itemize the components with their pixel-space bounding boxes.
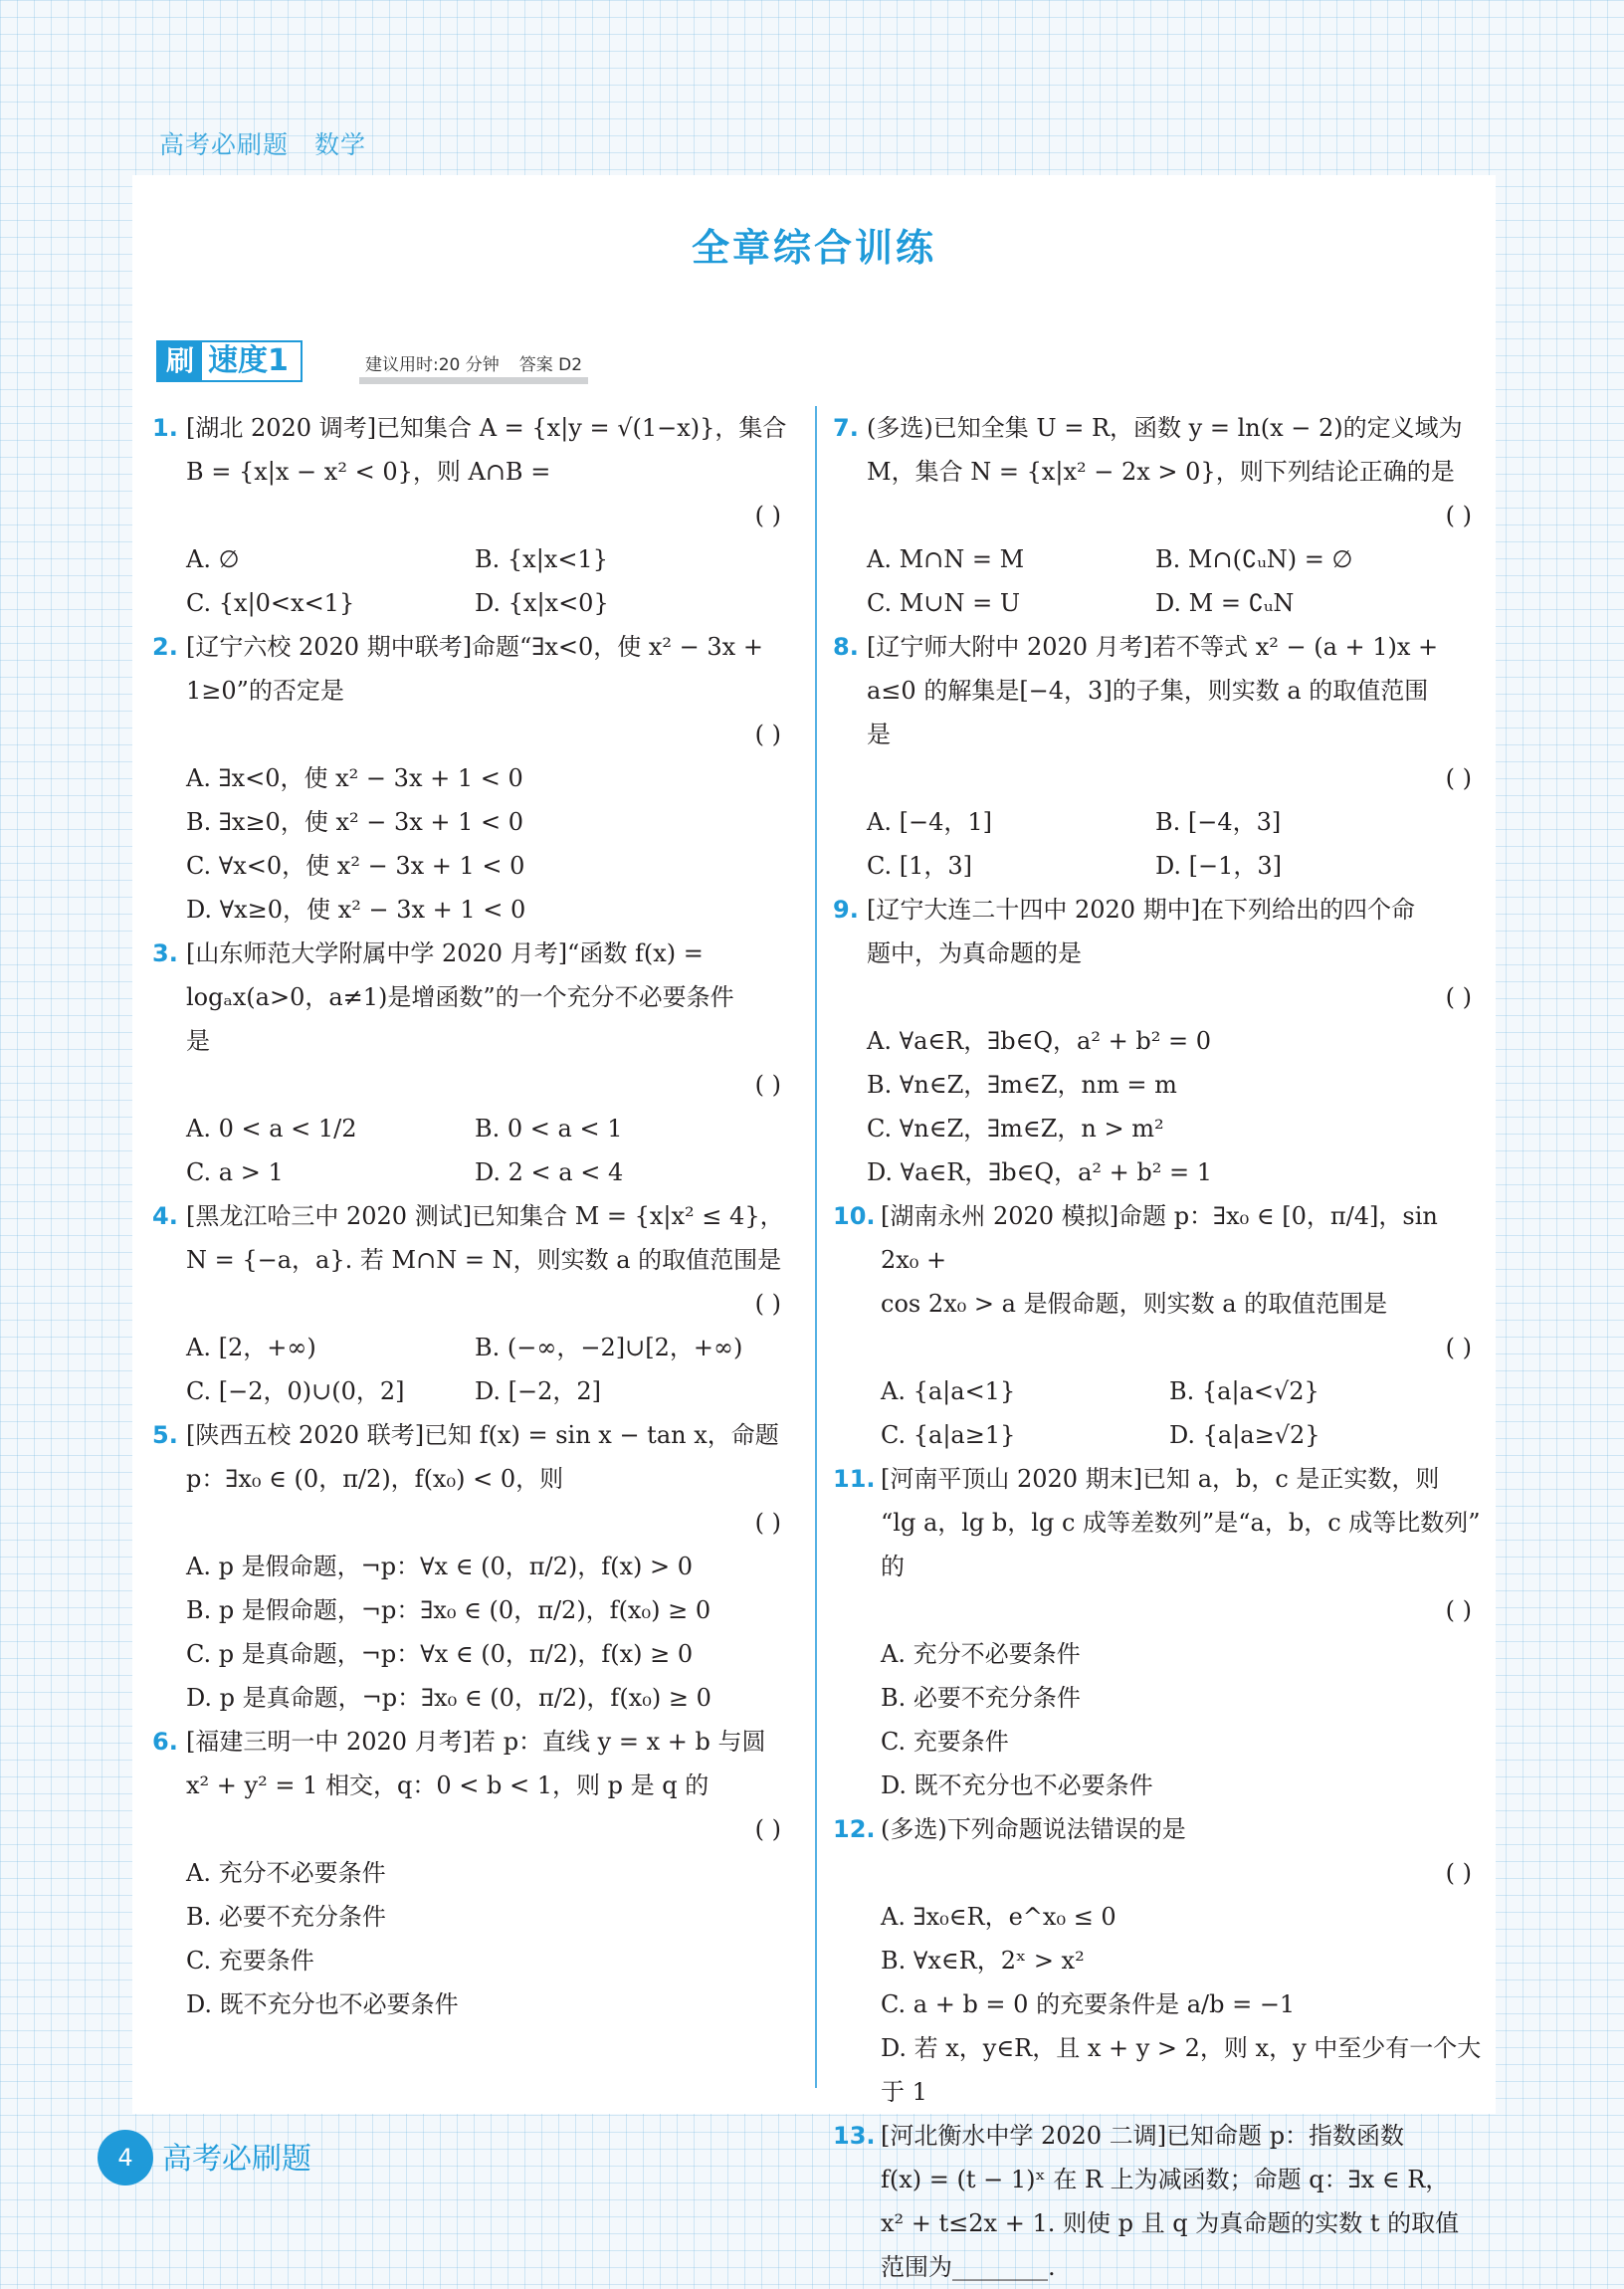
question-number: 2.	[152, 633, 178, 661]
question-text-line: (多选)下列命题说法错误的是	[881, 1815, 1186, 1843]
options	[152, 1326, 791, 1413]
answer-blank: ( )	[754, 1290, 781, 1318]
option-row	[186, 1326, 791, 1369]
option-row	[186, 1676, 791, 1720]
question-stem	[152, 1413, 791, 1501]
option: B. 0 < a < 1	[475, 1115, 623, 1143]
answer-blank: ( )	[1445, 764, 1472, 792]
option: B. 必要不充分条件	[186, 1903, 386, 1931]
option-row	[881, 1764, 1482, 1807]
question-stem	[833, 406, 1482, 494]
question-text-line: [山东师范大学附属中学 2020 月考]“函数 f(x) =	[186, 939, 704, 967]
option: A. ∃x₀∈R，e^x₀ ≤ 0	[881, 1903, 1116, 1931]
question-number: 7.	[833, 414, 859, 442]
question-2	[152, 625, 791, 932]
question-stem	[152, 932, 791, 1063]
option: D. [−1，3]	[1155, 852, 1283, 880]
options	[833, 537, 1482, 625]
option: C. M∪N = U	[867, 589, 1021, 617]
option: B. {x|x<1}	[475, 545, 608, 573]
option: D. ∀x≥0，使 x² − 3x + 1 < 0	[186, 896, 526, 924]
question-text-line: [河南平顶山 2020 期末]已知 a，b，c 是正实数，则	[881, 1465, 1440, 1493]
question-stem	[833, 1194, 1482, 1326]
option: B. ∃x≥0，使 x² − 3x + 1 < 0	[186, 808, 524, 836]
option: C. 充要条件	[186, 1947, 314, 1975]
answer-blank: ( )	[1445, 1859, 1472, 1887]
option: D. M = ∁ᵤN	[1155, 589, 1295, 617]
option: A. [−4，1]	[867, 808, 992, 836]
right-column	[833, 406, 1482, 2289]
option: D. {x|x<0}	[475, 589, 609, 617]
option-row	[881, 1369, 1482, 1413]
page-number: 4	[98, 2130, 153, 2185]
question-text-line: [河北衡水中学 2020 二调]已知命题 p：指数函数	[881, 2122, 1405, 2150]
question-4	[152, 1194, 791, 1413]
option: A. 0 < a < 1/2	[186, 1115, 357, 1143]
option-row	[186, 1150, 791, 1194]
option-row	[867, 1107, 1482, 1150]
question-text-line: 范围为________.	[881, 2253, 1056, 2281]
question-stem	[152, 1194, 791, 1282]
option-row	[186, 1632, 791, 1676]
option: C. 充要条件	[881, 1728, 1009, 1756]
question-11	[833, 1457, 1482, 1807]
question-number: 3.	[152, 939, 178, 967]
question-text-line: p：∃x₀ ∈ (0，π/2)，f(x₀) < 0，则	[186, 1465, 564, 1493]
section-badge	[156, 340, 303, 382]
option: D. 若 x，y∈R，且 x + y > 2，则 x，y 中至少有一个大	[881, 2034, 1482, 2062]
question-text-line: x² + y² = 1 相交，q：0 < b < 1，则 p 是 q 的	[186, 1771, 710, 1799]
option: C. [1，3]	[867, 852, 973, 880]
option: B. {a|a<√2}	[1169, 1377, 1320, 1405]
question-text-line: [辽宁师大附中 2020 月考]若不等式 x² − (a + 1)x +	[867, 633, 1439, 661]
answer-blank: ( )	[754, 502, 781, 529]
options	[152, 1107, 791, 1194]
question-text-line: [湖北 2020 调考]已知集合 A = {x|y = √(1−x)}，集合	[186, 414, 787, 442]
options	[152, 756, 791, 932]
answer-blank: ( )	[754, 1815, 781, 1843]
option: A. p 是假命题，¬p：∀x ∈ (0，π/2)，f(x) > 0	[186, 1553, 694, 1580]
answer-ref: 答案 D2	[518, 355, 583, 375]
question-text-line: “lg a，lg b，lg c 成等差数列”是“a，b，c 成等比数列”	[881, 1509, 1481, 1537]
option: D. 2 < a < 4	[475, 1158, 624, 1186]
option-row	[867, 1019, 1482, 1063]
option-row	[186, 1369, 791, 1413]
option: D. 既不充分也不必要条件	[186, 1990, 459, 2018]
question-number: 13.	[833, 2122, 876, 2150]
question-number: 9.	[833, 896, 859, 924]
question-stem	[152, 1720, 791, 1807]
option: C. [−2，0)∪(0，2]	[186, 1377, 405, 1405]
question-text-line: x² + t≤2x + 1. 则使 p 且 q 为真命题的实数 t 的取值	[881, 2209, 1460, 2237]
option-row	[186, 1895, 791, 1939]
answer-blank: ( )	[1445, 502, 1472, 529]
question-stem	[833, 888, 1482, 975]
option: A. ∅	[186, 545, 240, 573]
answer-blank: ( )	[1445, 1596, 1472, 1624]
option-row	[867, 1063, 1482, 1107]
option: B. p 是假命题，¬p：∃x₀ ∈ (0，π/2)，f(x₀) ≥ 0	[186, 1596, 711, 1624]
option: A. ∀a∈R，∃b∈Q，a² + b² = 0	[867, 1027, 1211, 1055]
question-5	[152, 1413, 791, 1720]
options	[833, 1895, 1482, 2114]
question-stem	[152, 406, 791, 494]
option: D. {a|a≥√2}	[1169, 1421, 1320, 1449]
option-row	[186, 1588, 791, 1632]
badge-char: 刷	[158, 342, 202, 380]
answer-blank: ( )	[1445, 983, 1472, 1011]
question-text-line: cos 2x₀ > a 是假命题，则实数 a 的取值范围是	[881, 1290, 1388, 1318]
option-row	[881, 1939, 1482, 1982]
running-header	[159, 125, 366, 161]
question-text-line: 是	[867, 721, 891, 748]
question-stem	[833, 1457, 1482, 1588]
question-text-line: [福建三明一中 2020 月考]若 p：直线 y = x + b 与圆	[186, 1728, 766, 1756]
question-text-line: 的	[881, 1553, 905, 1580]
question-text-line: M，集合 N = {x|x² − 2x > 0}，则下列结论正确的是	[867, 458, 1455, 486]
option-row	[867, 844, 1482, 888]
option: D. ∀a∈R，∃b∈Q，a² + b² = 1	[867, 1158, 1213, 1186]
question-text-line: 1≥0”的否定是	[186, 677, 344, 705]
left-column	[152, 406, 791, 2026]
option-row	[186, 888, 791, 932]
answer-blank: ( )	[1445, 1334, 1472, 1361]
badge-text: 速度1	[202, 342, 301, 380]
option-row	[881, 1895, 1482, 1939]
question-6	[152, 1720, 791, 2026]
question-text-line: [辽宁六校 2020 期中联考]命题“∃x<0，使 x² − 3x +	[186, 633, 763, 661]
option: A. [2，+∞)	[186, 1334, 316, 1361]
question-number: 4.	[152, 1202, 178, 1230]
option: A. 充分不必要条件	[881, 1640, 1081, 1668]
option: C. a > 1	[186, 1158, 284, 1186]
question-text-line: 题中，为真命题的是	[867, 939, 1082, 967]
question-number: 12.	[833, 1815, 876, 1843]
option-row	[867, 1150, 1482, 1194]
options	[833, 1019, 1482, 1194]
question-stem	[833, 1807, 1482, 1851]
question-12	[833, 1807, 1482, 2114]
question-number: 6.	[152, 1728, 178, 1756]
option-row	[881, 2026, 1482, 2114]
option-row	[186, 1545, 791, 1588]
option-row	[881, 1413, 1482, 1457]
question-stem	[833, 2114, 1482, 2289]
header-subject: 数学	[314, 130, 367, 159]
option: B. (−∞，−2]∪[2，+∞)	[475, 1334, 743, 1361]
option-row	[881, 1982, 1482, 2026]
question-8	[833, 625, 1482, 888]
question-number: 10.	[833, 1202, 876, 1230]
question-text-line: B = {x|x − x² < 0}，则 A∩B =	[186, 458, 551, 486]
question-text-line: f(x) = (t − 1)ˣ 在 R 上为减函数；命题 q：∃x ∈ R，	[881, 2166, 1450, 2193]
question-10	[833, 1194, 1482, 1457]
options	[833, 1632, 1482, 1807]
header-book: 高考必刷题	[159, 130, 290, 159]
option: C. p 是真命题，¬p：∀x ∈ (0，π/2)，f(x) ≥ 0	[186, 1640, 694, 1668]
options	[152, 537, 791, 625]
option-row	[881, 1632, 1482, 1676]
question-stem	[152, 625, 791, 713]
option-row	[881, 1720, 1482, 1764]
question-stem	[833, 625, 1482, 756]
option: A. ∃x<0，使 x² − 3x + 1 < 0	[186, 764, 523, 792]
option-row	[867, 800, 1482, 844]
option-row	[186, 1939, 791, 1982]
option: A. {a|a<1}	[881, 1377, 1016, 1405]
question-text-line: [湖南永州 2020 模拟]命题 p：∃x₀ ∈ [0，π/4]，sin 2x₀ +	[881, 1202, 1438, 1274]
option: 于 1	[881, 2078, 927, 2106]
question-text-line: a≤0 的解集是[−4，3]的子集，则实数 a 的取值范围	[867, 677, 1429, 705]
option: B. 必要不充分条件	[881, 1684, 1081, 1712]
answer-blank: ( )	[754, 1071, 781, 1099]
option: C. ∀x<0，使 x² − 3x + 1 < 0	[186, 852, 525, 880]
option: C. a + b = 0 的充要条件是 a/b = −1	[881, 1990, 1296, 2018]
option: C. {a|a≥1}	[881, 1421, 1016, 1449]
options	[152, 1851, 791, 2026]
option: D. p 是真命题，¬p：∃x₀ ∈ (0，π/2)，f(x₀) ≥ 0	[186, 1684, 711, 1712]
question-3	[152, 932, 791, 1194]
option-row	[186, 844, 791, 888]
option-row	[186, 1851, 791, 1895]
option: B. M∩(∁ᵤN) = ∅	[1155, 545, 1353, 573]
question-text-line: logₐx(a>0，a≠1)是增函数”的一个充分不必要条件	[186, 983, 734, 1011]
option-row	[867, 581, 1482, 625]
section-meta	[359, 350, 588, 384]
option: A. M∩N = M	[867, 545, 1025, 573]
option-row	[186, 756, 791, 800]
option: C. ∀n∈Z，∃m∈Z，n > m²	[867, 1115, 1164, 1143]
option-row	[186, 1107, 791, 1150]
option: B. [−4，3]	[1155, 808, 1282, 836]
option: B. ∀n∈Z，∃m∈Z，nm = m	[867, 1071, 1177, 1099]
question-text-line: 是	[186, 1027, 210, 1055]
answer-blank: ( )	[754, 1509, 781, 1537]
question-9	[833, 888, 1482, 1194]
option-row	[186, 537, 791, 581]
options	[152, 1545, 791, 1720]
column-divider	[815, 406, 817, 2088]
question-number: 11.	[833, 1465, 876, 1493]
question-number: 8.	[833, 633, 859, 661]
question-1	[152, 406, 791, 625]
option: C. {x|0<x<1}	[186, 589, 355, 617]
question-text-line: [辽宁大连二十四中 2020 期中]在下列给出的四个命	[867, 896, 1416, 924]
question-text-line: N = {−a，a}. 若 M∩N = N，则实数 a 的取值范围是	[186, 1246, 782, 1274]
option-row	[186, 581, 791, 625]
question-text-line: [陕西五校 2020 联考]已知 f(x) = sin x − tan x，命题	[186, 1421, 779, 1449]
option-row	[881, 1676, 1482, 1720]
options	[833, 1369, 1482, 1457]
option: A. 充分不必要条件	[186, 1859, 386, 1887]
option: D. [−2，2]	[475, 1377, 602, 1405]
footer-book-title: 高考必刷题	[162, 2142, 311, 2177]
question-text-line: (多选)已知全集 U = R，函数 y = ln(x − 2)的定义域为	[867, 414, 1463, 442]
question-number: 1.	[152, 414, 178, 442]
answer-blank: ( )	[754, 721, 781, 748]
option: B. ∀x∈R，2ˣ > x²	[881, 1947, 1085, 1975]
suggested-time: 建议用时:20 分钟	[365, 355, 500, 375]
option-row	[867, 537, 1482, 581]
question-7	[833, 406, 1482, 625]
options	[833, 800, 1482, 888]
option-row	[186, 1982, 791, 2026]
question-number: 5.	[152, 1421, 178, 1449]
chapter-title: 全章综合训练	[691, 226, 936, 270]
option-row	[186, 800, 791, 844]
question-text-line: [黑龙江哈三中 2020 测试]已知集合 M = {x|x² ≤ 4}，	[186, 1202, 784, 1230]
option: D. 既不充分也不必要条件	[881, 1771, 1153, 1799]
question-13	[833, 2114, 1482, 2289]
